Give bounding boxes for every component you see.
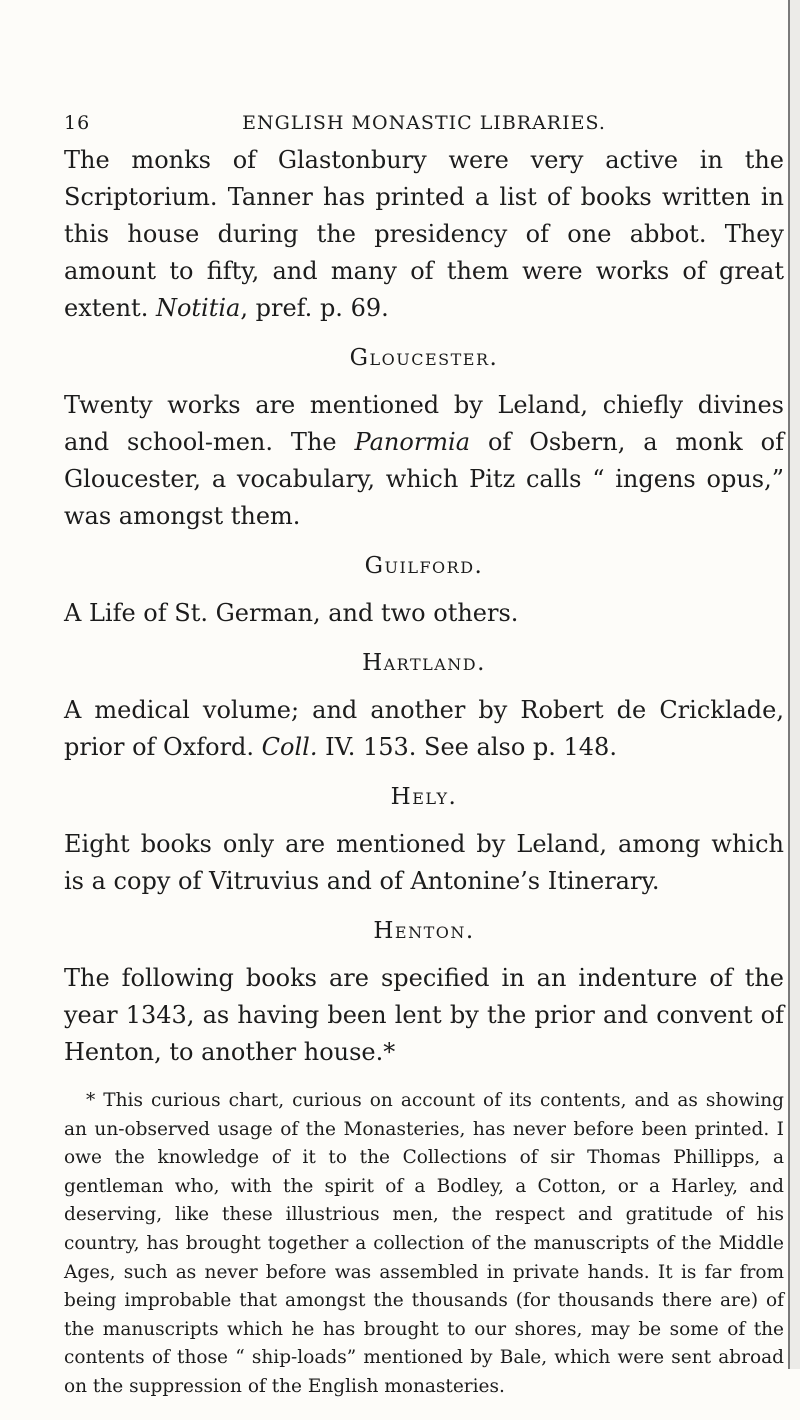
heading-hartland: Hartland. — [362, 650, 486, 676]
heading-hely: Hely. — [390, 784, 458, 810]
notitia-citation: Notitia — [155, 294, 241, 322]
page-number: 16 — [64, 112, 91, 134]
heading-guilford: Guilford. — [364, 553, 484, 579]
guilford-paragraph: A Life of St. German, and two others. — [64, 599, 519, 627]
page-edge-shade — [790, 0, 800, 1369]
running-title: ENGLISH MONASTIC LIBRARIES. — [242, 112, 606, 134]
intro-paragraph: The monks of Glastonbury were very active in the Scriptorium. Tanner has printed a list of books written in this house during the presidency of one abbot. They amount to fifty, and many of them were works of great extent. Notitia, pref. p. 69. — [64, 146, 784, 322]
heading-henton: Henton. — [373, 918, 475, 944]
body-text — [64, 142, 784, 1402]
gloucester-paragraph: Twenty works are mentioned by Leland, chiefly divines and school-men. The Panormia of Osbern, a monk of Gloucester, a vocabulary, which Pitz calls “ ingens opus,” was amongst them. — [64, 391, 784, 530]
hely-paragraph: Eight books only are mentioned by Leland, among which is a copy of Vitruvius and of Antonine’s Itinerary. — [64, 830, 784, 895]
book-page — [64, 112, 784, 1420]
henton-paragraph: The following books are specified in an indenture of the year 1343, as having been lent by the prior and convent of Henton, to another house.* — [64, 964, 784, 1066]
heading-gloucester: Gloucester. — [349, 345, 499, 371]
footnote: * This curious chart, curious on account of its contents, and as showing an un-observed usage of the Monasteries, has never before been printed. I owe the knowledge of it to the Collections of sir Thomas Phillipps, a gentleman who, with the spirit of a Bodley, a Cotton, or a Harley, and deserving, like these illustrious men, the respect and gratitude of his country, has brought together a collection of the manuscripts of the Middle Ages, such as never before was assembled in private hands. It is far from being improbable that amongst the thousands (for thousands there are) of the manuscripts which he has brought to our shores, may be some of the contents of those “ ship-loads” mentioned by Bale, which were sent abroad on the suppression of the English monasteries. — [64, 1090, 784, 1397]
running-head — [64, 112, 784, 142]
coll-citation: Coll. — [261, 733, 318, 761]
hartland-paragraph: A medical volume; and another by Robert de Cricklade, prior of Oxford. Coll. IV. 153. See also p. 148. — [64, 696, 784, 761]
panormia-title: Panormia — [354, 428, 471, 456]
